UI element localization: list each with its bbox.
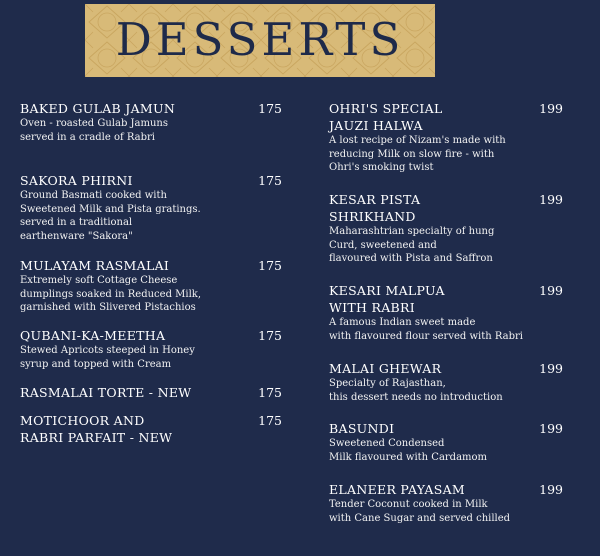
item-name: BASUNDI xyxy=(329,421,395,436)
item-description: Sweetened Condensed Milk flavoured with Cardamom xyxy=(329,438,488,463)
item-price: 199 xyxy=(539,192,563,207)
menu-item xyxy=(329,100,563,191)
item-name: SAKORA PHIRNI xyxy=(20,173,133,188)
item-name: MULAYAM RASMALAI xyxy=(20,258,170,273)
item-description: Maharashtrian specialty of hung Curd, sweetened and flavoured with Pista and Saffron xyxy=(329,226,495,264)
item-name: MOTICHOOR AND RABRI PARFAIT - NEW xyxy=(20,413,173,445)
menu-item xyxy=(20,412,282,448)
menu-item xyxy=(329,191,563,282)
left-menu-column xyxy=(20,100,282,448)
menu-item xyxy=(20,257,282,327)
item-price: 175 xyxy=(258,328,282,343)
item-price: 199 xyxy=(539,101,563,116)
item-name: RASMALAI TORTE - NEW xyxy=(20,385,192,400)
item-name: MALAI GHEWAR xyxy=(329,361,442,376)
item-description: Oven - roasted Gulab Jamuns served in a cradle of Rabri xyxy=(20,118,168,143)
item-price: 199 xyxy=(539,482,563,497)
item-description: Stewed Apricots steeped in Honey syrup and topped with Cream xyxy=(20,345,195,370)
item-price: 175 xyxy=(258,173,282,188)
menu-item xyxy=(329,282,563,360)
menu-item xyxy=(329,481,563,525)
item-price: 175 xyxy=(258,101,282,116)
item-price: 199 xyxy=(539,361,563,376)
item-price: 175 xyxy=(258,385,282,400)
menu-item xyxy=(20,384,282,412)
menu-item xyxy=(20,327,282,384)
menu-item xyxy=(20,172,282,257)
item-name: KESAR PISTA SHRIKHAND xyxy=(329,192,421,224)
item-description: Extremely soft Cottage Cheese dumplings soaked in Reduced Milk, garnished with Slivered Pistachios xyxy=(20,275,202,313)
item-description: Ground Basmati cooked with Sweetened Milk and Pista gratings. served in a traditional earthenware "Sakora" xyxy=(20,190,201,242)
item-description: A famous Indian sweet made with flavoured flour served with Rabri xyxy=(329,317,523,342)
item-description: A lost recipe of Nizam's made with reducing Milk on slow fire - with Ohri's smoking twist xyxy=(329,135,506,173)
item-name: ELANEER PAYASAM xyxy=(329,482,466,497)
item-name: KESARI MALPUA WITH RABRI xyxy=(329,283,445,315)
item-price: 199 xyxy=(539,283,563,298)
item-description: Tender Coconut cooked in Milk with Cane Sugar and served chilled xyxy=(329,499,511,524)
item-name: QUBANI-KA-MEETHA xyxy=(20,328,166,343)
desserts-banner xyxy=(85,4,435,77)
menu-item xyxy=(20,100,282,172)
item-price: 175 xyxy=(258,258,282,273)
item-description: Specialty of Rajasthan, this dessert needs no introduction xyxy=(329,378,503,403)
page-title: DESSERTS xyxy=(115,13,405,66)
right-menu-column xyxy=(329,100,563,525)
item-name: OHRI'S SPECIAL JAUZI HALWA xyxy=(329,101,443,133)
menu-item xyxy=(329,420,563,481)
menu-item xyxy=(329,360,563,420)
item-price: 175 xyxy=(258,413,282,428)
item-price: 199 xyxy=(539,421,563,436)
item-name: BAKED GULAB JAMUN xyxy=(20,101,176,116)
